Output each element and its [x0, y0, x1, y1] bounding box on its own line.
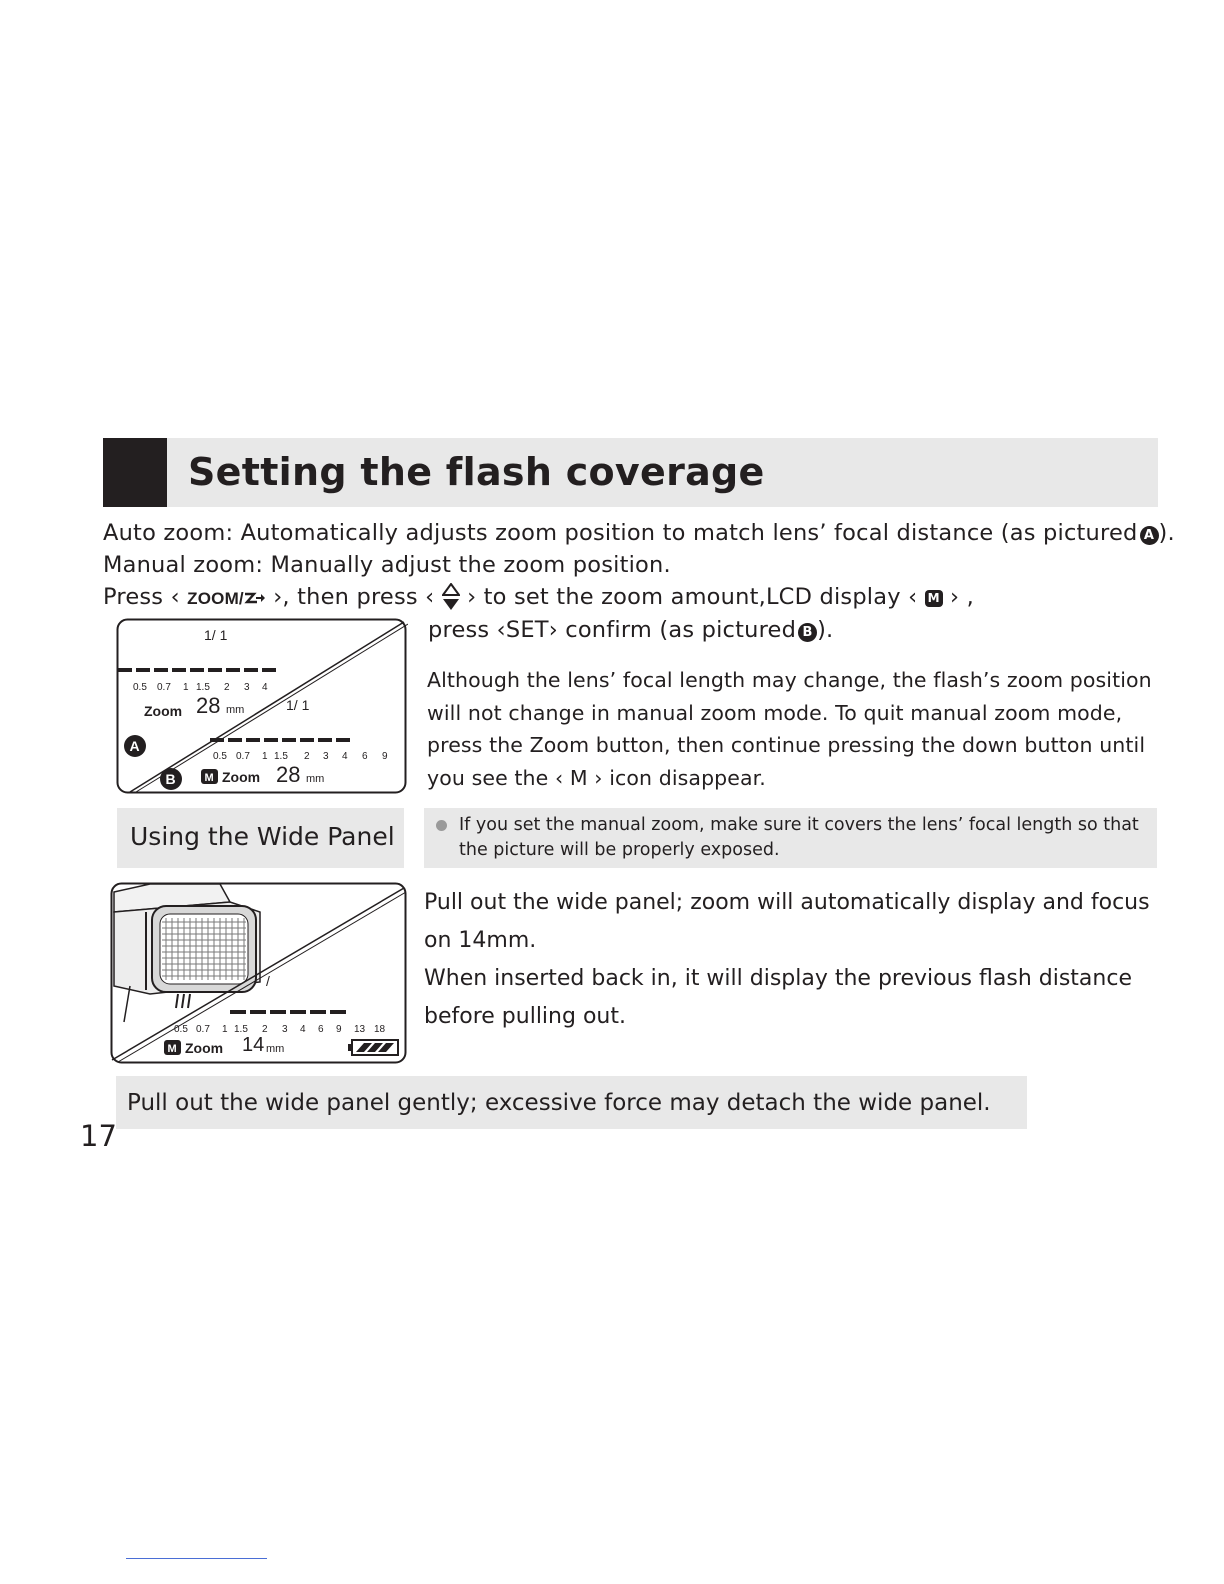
lcd-b-zoom-label: Zoom	[222, 769, 261, 785]
zoom-key-label: ZOOM/	[187, 589, 244, 608]
lcd-a-zoom-label: Zoom	[144, 703, 183, 719]
wide-fig-zoom-unit: mm	[266, 1043, 285, 1055]
lcd-b-scale-8: 9	[382, 751, 388, 762]
lcd-b-m-icon	[201, 769, 218, 784]
press-text-3: › to set the zoom amount,LCD display ‹	[467, 584, 918, 610]
section-header-block	[103, 438, 167, 507]
lcd-a-zoom-value: 28	[196, 693, 221, 718]
section-title: Setting the flash coverage	[188, 450, 765, 494]
press-instruction-line	[103, 581, 974, 615]
wide-fig-scale-9: 13	[354, 1024, 366, 1035]
lcd-a-zoom-unit: mm	[226, 704, 245, 716]
bullet-icon	[436, 820, 447, 831]
lcd-b-scale-7: 6	[362, 751, 368, 762]
lcd-a-scale-2: 1	[183, 682, 189, 693]
wide-fig-scale-10: 18	[374, 1024, 386, 1035]
wide-fig-zoom-value: 14	[242, 1034, 265, 1056]
marker-b-icon: B	[798, 623, 817, 642]
lcd-b-scale-1: 0.7	[236, 751, 250, 762]
lcd-a-scale-6: 4	[262, 682, 268, 693]
lcd-a-ratio: 1/ 1	[204, 627, 228, 643]
lcd-b-scale-3: 1.5	[274, 751, 288, 762]
auto-zoom-text: Auto zoom: Automatically adjusts zoom position to match lens’ focal distance (as pictured	[103, 520, 1138, 546]
manual-zoom-note: Although the lens’ focal length may change, the flash’s zoom position will not change in manual zoom mode. To quit manual zoom mode, press the Zoom button, then continue pressing the down button until you see the ‹ M › icon disappear.	[427, 668, 1152, 790]
lcd-zoom-figure	[116, 618, 408, 796]
auto-zoom-line	[103, 517, 1175, 549]
marker-a-icon: A	[1140, 526, 1159, 545]
wide-fig-scale-3: 1.5	[234, 1024, 248, 1035]
m-mode-icon: M	[925, 590, 943, 607]
wide-fig-scale-2: 1	[222, 1024, 228, 1035]
lcd-a-scale-0: 0.5	[133, 682, 147, 693]
wide-panel-heading: Using the Wide Panel	[130, 822, 395, 851]
wide-fig-zoom-label: Zoom	[185, 1040, 224, 1056]
lcd-b-scale-0: 0.5	[213, 751, 227, 762]
up-down-arrows-icon	[442, 583, 460, 611]
lcd-a-scale-4: 2	[224, 682, 230, 693]
wide-fig-scale-7: 6	[318, 1024, 324, 1035]
wide-fig-ratio-marker: /	[266, 973, 270, 989]
wide-fig-m-letter: M	[167, 1043, 177, 1055]
lcd-b-zoom-unit: mm	[306, 773, 325, 785]
exposure-note-text: If you set the manual zoom, make sure it covers the lens’ focal length so that the picture will be properly exposed.	[459, 815, 1139, 860]
press-set-tail: ).	[817, 617, 834, 643]
lcd-a-scale-1: 0.7	[157, 682, 171, 693]
lcd-b-scale-6: 4	[342, 751, 348, 762]
lcd-b-scale-2: 1	[262, 751, 268, 762]
wide-fig-scale-1: 0.7	[196, 1024, 210, 1035]
press-text-1: Press ‹	[103, 584, 180, 610]
wide-fig-scale-0: 0.5	[174, 1024, 188, 1035]
press-text-2: ›, then press ‹	[273, 584, 435, 610]
flash-zoom-icon	[244, 591, 266, 605]
figure-marker-a-letter: A	[129, 738, 140, 754]
lcd-a-scale-3: 1.5	[196, 682, 210, 693]
lcd-b-scale-5: 3	[323, 751, 329, 762]
lcd-b-ratio: 1/ 1	[286, 697, 310, 713]
wide-fig-scale-5: 3	[282, 1024, 288, 1035]
wide-fig-m-icon	[164, 1040, 181, 1055]
wide-panel-description-2: When inserted back in, it will display the previous flash distance before pulling out.	[424, 966, 1132, 1029]
lcd-a-scale-5: 3	[244, 682, 250, 693]
lcd-b-m-letter: M	[204, 772, 214, 784]
press-text-4: › ,	[950, 584, 974, 610]
wide-panel-figure	[110, 882, 408, 1066]
manual-zoom-line: Manual zoom: Manually adjust the zoom position.	[103, 552, 671, 578]
wide-fig-scale-6: 4	[300, 1024, 306, 1035]
warning-text: Pull out the wide panel gently; excessive force may detach the wide panel.	[127, 1090, 991, 1116]
wide-panel-description	[424, 884, 1164, 1036]
auto-zoom-tail: ).	[1158, 520, 1175, 546]
lcd-b-scale-4: 2	[304, 751, 310, 762]
wide-panel-description-1: Pull out the wide panel; zoom will automatically display and focus on 14mm.	[424, 890, 1150, 953]
bottom-divider-line	[126, 1558, 267, 1559]
press-set-line	[428, 614, 833, 646]
lcd-a-distance-bar	[118, 668, 276, 672]
page-number: 17	[80, 1119, 117, 1153]
wide-fig-scale-8: 9	[336, 1024, 342, 1035]
wide-fig-scale-4: 2	[262, 1024, 268, 1035]
figure-marker-b-letter: B	[165, 771, 176, 787]
press-set-text: press ‹SET› confirm (as pictured	[428, 617, 797, 643]
lcd-b-zoom-value: 28	[276, 762, 301, 787]
